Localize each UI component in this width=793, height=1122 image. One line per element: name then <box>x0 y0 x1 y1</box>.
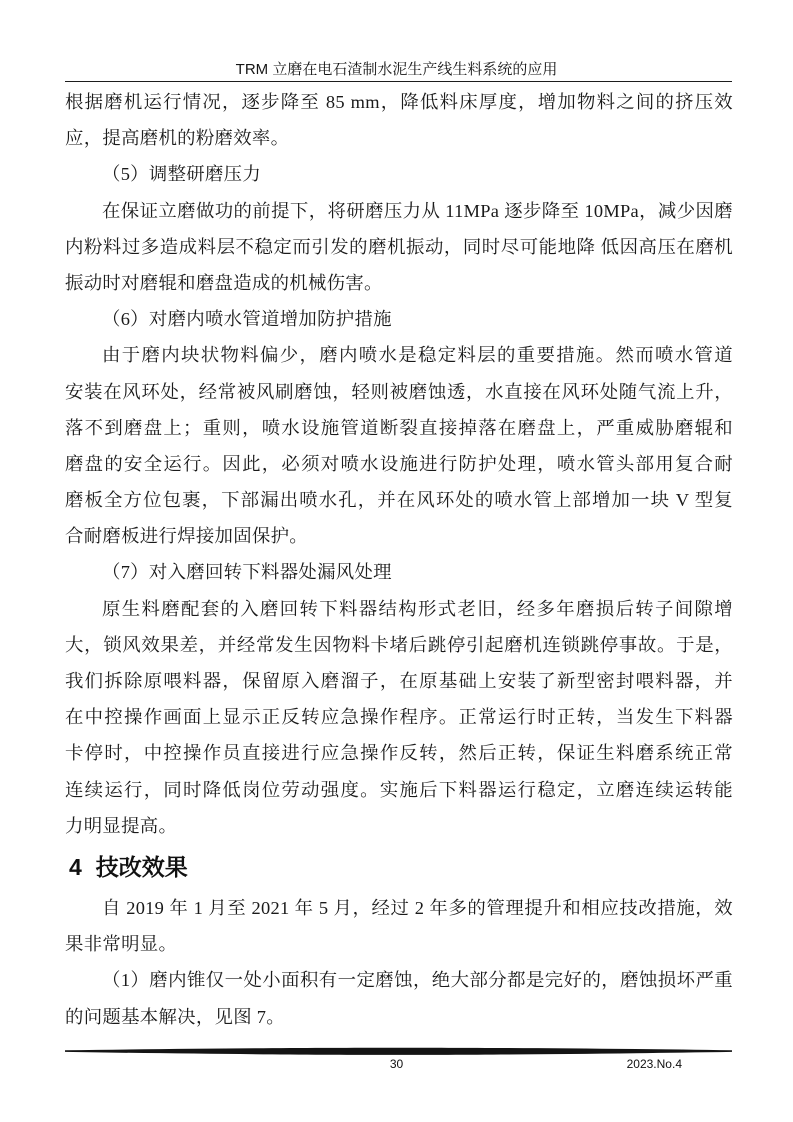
text-line: （5）调整研磨压力 <box>102 164 262 185</box>
text-line: 果非常明显。 <box>65 934 178 955</box>
text-line: 由于磨内块状物料偏少，磨内喷水是稳定料层的重要措施。然而喷水管道 <box>102 345 733 366</box>
text-line: 安装在风环处，经常被风刷磨蚀，轻则被磨蚀透，水直接在风环处随气流上升， <box>65 381 733 402</box>
text-line: 磨板全方位包裹，下部漏出喷水孔，并在风环处的喷水管上部增加一块 V 型复 <box>65 490 733 511</box>
text-line: 卡停时，中控操作员直接进行应急操作反转，然后正转，保证生料磨系统正常 <box>65 743 733 764</box>
running-header-title: TRM 立磨在电石渣制水泥生产线生料系统的应用 <box>235 61 558 78</box>
body-text <box>65 84 733 1035</box>
text-line: 自 2019 年 1 月至 2021 年 5 月，经过 2 年多的管理提升和相应技改措施，效 <box>102 897 733 918</box>
footer-rule <box>65 1047 732 1056</box>
header-rule <box>65 81 732 82</box>
text-line: 振动时对磨辊和磨盘造成的机械伤害。 <box>65 272 383 293</box>
text-line: 根据磨机运行情况，逐步降至 85 mm，降低料床厚度，增加物料之间的挤压效 <box>65 92 733 112</box>
section-heading <box>65 844 733 890</box>
text-line: 原生料磨配套的入磨回转下料器结构形式老旧，经多年磨损后转子间隙增 <box>102 598 733 619</box>
text-line: 连续运行，同时降低岗位劳动强度。实施后下料器运行稳定，立磨连续运转能 <box>65 779 733 800</box>
text-line: 在中控操作画面上显示正反转应急操作程序。正常运行时正转，当发生下料器 <box>65 707 733 728</box>
text-line: 内粉料过多造成料层不稳定而引发的磨机振动，同时尽可能地降 低因高压在磨机 <box>65 236 733 257</box>
text-line: 力明显提高。 <box>65 815 178 836</box>
page-footer <box>0 1056 793 1074</box>
text-line: 的问题基本解决，见图 7。 <box>65 1006 285 1027</box>
text-line: 磨盘的安全运行。因此，必须对喷水设施进行防护处理，喷水管头部用复合耐 <box>65 453 733 474</box>
text-line: 落不到磨盘上；重则，喷水设施管道断裂直接掉落在磨盘上，严重威胁磨辊和 <box>65 417 733 438</box>
section-title: 技改效果 <box>95 853 188 880</box>
text-line: 合耐磨板进行焊接加固保护。 <box>65 526 308 547</box>
text-line: 在保证立磨做功的前提下，将研磨压力从 11MPa 逐步降至 10MPa，减少因磨 <box>102 200 733 221</box>
text-line: 我们拆除原喂料器，保留原入磨溜子，在原基础上安装了新型密封喂料器，并 <box>65 671 733 691</box>
text-line: （6）对磨内喷水管道增加防护措施 <box>102 309 392 330</box>
text-line: 大，锁风效果差，并经常发生因物料卡堵后跳停引起磨机连锁跳停事故。于是， <box>65 634 733 655</box>
issue-label: 2023.No.4 <box>626 1057 682 1071</box>
section-number: 4 <box>69 853 82 880</box>
text-line: （1）磨内锥仅一处小面积有一定磨蚀，绝大部分都是完好的，磨蚀损坏严重 <box>102 970 733 991</box>
text-line: （7）对入磨回转下料器处漏风处理 <box>102 562 392 583</box>
page-number: 30 <box>389 1057 404 1071</box>
text-line: 应，提高磨机的粉磨效率。 <box>65 128 290 149</box>
